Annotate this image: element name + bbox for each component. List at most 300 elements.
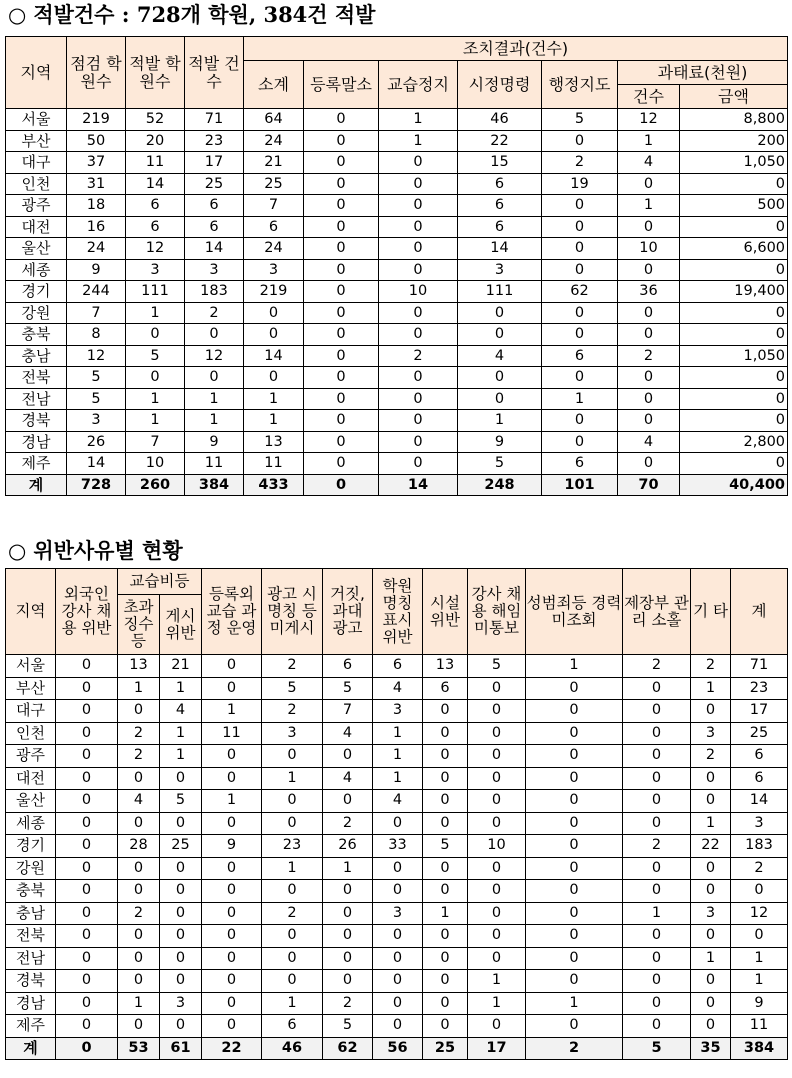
- table-cell: 22: [202, 1037, 262, 1060]
- table-cell: 0: [160, 1015, 202, 1038]
- table-cell: 23: [262, 835, 323, 858]
- table-cell: 14: [185, 238, 244, 260]
- table-cell: 9: [202, 835, 262, 858]
- table-cell: 0: [423, 925, 468, 948]
- section-heading-caught-count: [8, 2, 375, 28]
- table-cell: 248: [458, 474, 542, 496]
- table-cell: 0: [379, 216, 458, 238]
- table-cell: 1: [244, 410, 304, 432]
- row-label-cell: 경남: [6, 992, 56, 1015]
- table-cell: 0: [304, 302, 379, 324]
- table-cell: 0: [304, 324, 379, 346]
- table-cell: 4: [373, 677, 423, 700]
- table-cell: 1: [691, 947, 731, 970]
- row-label-cell: 서울: [6, 109, 67, 131]
- table-cell: 2: [118, 745, 160, 768]
- table-cell: 0: [202, 880, 262, 903]
- table-row: [6, 1015, 788, 1038]
- table-cell: 0: [304, 173, 379, 195]
- table-cell: 0: [458, 367, 542, 389]
- header-sum: 계: [731, 569, 788, 655]
- table-cell: 1: [202, 700, 262, 723]
- table-cell: 23: [731, 677, 788, 700]
- table-row: [6, 902, 788, 925]
- table-cell: 6,600: [680, 238, 788, 260]
- table-row: [6, 857, 788, 880]
- table-cell: 1: [262, 992, 323, 1015]
- table-cell: 0: [56, 902, 118, 925]
- table-cell: 4: [618, 152, 680, 174]
- table-cell: 183: [185, 281, 244, 303]
- table-cell: 46: [458, 109, 542, 131]
- table-cell: 0: [373, 1015, 423, 1038]
- table-cell: 3: [458, 259, 542, 281]
- table-cell: 11: [244, 453, 304, 475]
- table-cell: 0: [691, 767, 731, 790]
- table-cell: 0: [423, 722, 468, 745]
- table-cell: 0: [468, 1015, 526, 1038]
- table-cell: 56: [373, 1037, 423, 1060]
- table-cell: 0: [379, 152, 458, 174]
- table-cell: 6: [458, 195, 542, 217]
- table-cell: 0: [244, 302, 304, 324]
- table-cell: 6: [185, 216, 244, 238]
- table-cell: 5: [323, 677, 373, 700]
- table-row: [6, 216, 788, 238]
- table-cell: 0: [118, 1015, 160, 1038]
- table-cell: 0: [373, 992, 423, 1015]
- table-cell: 0: [623, 925, 691, 948]
- table-cell: 0: [118, 767, 160, 790]
- table-cell: 4: [323, 722, 373, 745]
- table-cell: 50: [67, 130, 126, 152]
- header-deregistration: 등록말소: [304, 61, 379, 109]
- table-cell: 0: [373, 812, 423, 835]
- table-cell: 3: [373, 902, 423, 925]
- table-cell: 0: [56, 655, 118, 678]
- table-cell: 0: [542, 324, 618, 346]
- table-cell: 0: [458, 324, 542, 346]
- table-cell: 17: [731, 700, 788, 723]
- table-cell: 0: [56, 745, 118, 768]
- table-cell: 1: [160, 745, 202, 768]
- table-cell: 0: [526, 970, 623, 993]
- table-cell: 0: [618, 173, 680, 195]
- table-cell: 0: [680, 173, 788, 195]
- table-cell: 10: [379, 281, 458, 303]
- table-cell: 0: [618, 324, 680, 346]
- table-cell: 0: [423, 992, 468, 1015]
- table-cell: 0: [691, 880, 731, 903]
- row-label-cell: 강원: [6, 857, 56, 880]
- table-cell: 0: [618, 453, 680, 475]
- table-cell: 5: [160, 790, 202, 813]
- table-cell: 0: [379, 410, 458, 432]
- table-cell: 0: [542, 410, 618, 432]
- table-cell: 1: [458, 410, 542, 432]
- header-suspension: 교습정지: [379, 61, 458, 109]
- table-cell: 2: [526, 1037, 623, 1060]
- header-fine-amount: 금액: [680, 85, 788, 109]
- table-row: [6, 388, 788, 410]
- table-cell: 0: [160, 767, 202, 790]
- table-cell: 0: [731, 925, 788, 948]
- table-cell: 0: [542, 130, 618, 152]
- table-cell: 12: [185, 345, 244, 367]
- table-cell: 0: [542, 367, 618, 389]
- table-cell: 0: [526, 790, 623, 813]
- table-cell: 22: [691, 835, 731, 858]
- table-cell: 8: [67, 324, 126, 346]
- table-cell: 11: [126, 152, 185, 174]
- table-row: [6, 655, 788, 678]
- table-cell: 1: [373, 745, 423, 768]
- header-correction: 시정명령: [458, 61, 542, 109]
- table-row: [6, 367, 788, 389]
- row-label-cell: 대전: [6, 216, 67, 238]
- table-cell: 6: [185, 195, 244, 217]
- table-cell: 1: [160, 677, 202, 700]
- table-cell: 0: [526, 925, 623, 948]
- table-cell: 0: [623, 700, 691, 723]
- table-cell: 5: [542, 109, 618, 131]
- table-row: [6, 453, 788, 475]
- table-cell: 11: [202, 722, 262, 745]
- table-cell: 6: [423, 677, 468, 700]
- table-cell: 0: [262, 790, 323, 813]
- table-cell: 6: [458, 216, 542, 238]
- table-row: [6, 410, 788, 432]
- table-cell: 500: [680, 195, 788, 217]
- table-cell: 2: [118, 722, 160, 745]
- table-cell: 0: [202, 947, 262, 970]
- header-foreign-instructor: 외국인 강사 채용 위반: [56, 569, 118, 655]
- table-cell: 1: [126, 302, 185, 324]
- table-cell: 23: [185, 130, 244, 152]
- table-cell: 17: [468, 1037, 526, 1060]
- row-label-cell: 대구: [6, 700, 56, 723]
- table-cell: 10: [468, 835, 526, 858]
- table-cell: 1: [731, 970, 788, 993]
- table-cell: 0: [262, 812, 323, 835]
- table-cell: 0: [160, 925, 202, 948]
- table-cell: 8,800: [680, 109, 788, 131]
- table-cell: 0: [423, 790, 468, 813]
- table-cell: 62: [323, 1037, 373, 1060]
- table-cell: 13: [244, 431, 304, 453]
- table-cell: 0: [185, 367, 244, 389]
- table-cell: 0: [56, 812, 118, 835]
- table-cell: 2: [118, 902, 160, 925]
- table-cell: 200: [680, 130, 788, 152]
- table-cell: 2: [323, 812, 373, 835]
- header-other: 기 타: [691, 569, 731, 655]
- table-cell: 1: [618, 130, 680, 152]
- table-cell: 0: [623, 790, 691, 813]
- table-cell: 1: [185, 410, 244, 432]
- table-cell: 0: [379, 367, 458, 389]
- table-cell: 219: [67, 109, 126, 131]
- row-label-cell: 부산: [6, 677, 56, 700]
- table-cell: 0: [618, 259, 680, 281]
- table-cell: 6: [244, 216, 304, 238]
- table-cell: 0: [160, 970, 202, 993]
- table-cell: 0: [618, 216, 680, 238]
- row-label-cell: 충남: [6, 902, 56, 925]
- table-cell: 35: [691, 1037, 731, 1060]
- table-cell: 2: [691, 655, 731, 678]
- table-cell: 7: [67, 302, 126, 324]
- table-cell: 7: [244, 195, 304, 217]
- table-cell: 0: [623, 767, 691, 790]
- table-cell: 12: [731, 902, 788, 925]
- table-cell: 0: [731, 880, 788, 903]
- row-label-cell: 광주: [6, 195, 67, 217]
- table-cell: 0: [118, 700, 160, 723]
- heading-text: 적발건수 : 728개 학원, 384건 적발: [33, 2, 376, 27]
- table-cell: 6: [458, 173, 542, 195]
- table-cell: 2: [262, 902, 323, 925]
- table-row: [6, 195, 788, 217]
- row-label-cell: 울산: [6, 790, 56, 813]
- table-cell: 0: [323, 925, 373, 948]
- table-cell: 0: [542, 238, 618, 260]
- table-cell: 0: [56, 1037, 118, 1060]
- table-cell: 4: [458, 345, 542, 367]
- table-cell: 0: [304, 238, 379, 260]
- table-row: [6, 947, 788, 970]
- table-cell: 14: [731, 790, 788, 813]
- table-cell: 0: [379, 302, 458, 324]
- table-cell: 2: [262, 700, 323, 723]
- table-cell: 24: [244, 130, 304, 152]
- table-cell: 0: [379, 453, 458, 475]
- table-cell: 20: [126, 130, 185, 152]
- table-cell: 6: [126, 195, 185, 217]
- table-cell: 71: [185, 109, 244, 131]
- table-cell: 0: [680, 388, 788, 410]
- table-cell: 9: [67, 259, 126, 281]
- table-cell: 111: [458, 281, 542, 303]
- table-cell: 0: [468, 857, 526, 880]
- table-cell: 0: [262, 947, 323, 970]
- table-cell: 0: [618, 410, 680, 432]
- table-cell: 0: [618, 302, 680, 324]
- table-cell: 219: [244, 281, 304, 303]
- header-instructor-report: 강사 채용 해임 미통보: [468, 569, 526, 655]
- table-cell: 0: [202, 1015, 262, 1038]
- table-cell: 0: [202, 902, 262, 925]
- row-label-cell: 제주: [6, 1015, 56, 1038]
- table-cell: 0: [623, 880, 691, 903]
- table-cell: 1: [244, 388, 304, 410]
- table-cell: 10: [618, 238, 680, 260]
- table-cell: 5: [262, 677, 323, 700]
- table-cell: 0: [542, 431, 618, 453]
- table-cell: 0: [618, 388, 680, 410]
- table-cell: 1: [126, 410, 185, 432]
- table-cell: 0: [423, 970, 468, 993]
- table-row: [6, 238, 788, 260]
- table-cell: 46: [262, 1037, 323, 1060]
- table-cell: 4: [323, 767, 373, 790]
- table-cell: 1: [379, 130, 458, 152]
- table-row: [6, 700, 788, 723]
- table-cell: 0: [202, 745, 262, 768]
- table-cell: 4: [618, 431, 680, 453]
- table-cell: 0: [526, 677, 623, 700]
- table-cell: 1: [118, 992, 160, 1015]
- table-cell: 0: [379, 259, 458, 281]
- row-label-cell: 울산: [6, 238, 67, 260]
- header-ad-name: 광고 시 명칭 등 미게시: [262, 569, 323, 655]
- row-label-cell: 경남: [6, 431, 67, 453]
- table-cell: 2: [185, 302, 244, 324]
- table-cell: 0: [468, 700, 526, 723]
- table-cell: 1: [373, 722, 423, 745]
- header-region: 지역: [6, 37, 67, 109]
- heading-text: 위반사유별 현황: [33, 538, 183, 563]
- table-cell: 0: [202, 677, 262, 700]
- table-cell: 0: [423, 1015, 468, 1038]
- table-cell: 6: [542, 453, 618, 475]
- table-cell: 14: [126, 173, 185, 195]
- table-cell: 36: [618, 281, 680, 303]
- table-cell: 0: [56, 992, 118, 1015]
- table-cell: 0: [468, 880, 526, 903]
- table-cell: 384: [185, 474, 244, 496]
- table-cell: 260: [126, 474, 185, 496]
- row-label-cell: 대전: [6, 767, 56, 790]
- table-cell: 0: [526, 1015, 623, 1038]
- table-cell: 0: [202, 655, 262, 678]
- table-cell: 64: [244, 109, 304, 131]
- table-cell: 1: [623, 902, 691, 925]
- row-label-cell: 충북: [6, 880, 56, 903]
- table-cell: 5: [67, 367, 126, 389]
- table-cell: 25: [244, 173, 304, 195]
- table-cell: 0: [379, 195, 458, 217]
- table-cell: 0: [304, 453, 379, 475]
- table-cell: 3: [731, 812, 788, 835]
- table-cell: 101: [542, 474, 618, 496]
- table-cell: 0: [623, 947, 691, 970]
- table-cell: 0: [262, 745, 323, 768]
- table-cell: 2: [618, 345, 680, 367]
- table-cell: 0: [468, 677, 526, 700]
- table-cell: 9: [731, 992, 788, 1015]
- table-row: [6, 790, 788, 813]
- table-cell: 1: [691, 812, 731, 835]
- table-cell: 0: [262, 880, 323, 903]
- table-cell: 18: [67, 195, 126, 217]
- table-cell: 0: [623, 1015, 691, 1038]
- table-cell: 0: [691, 1015, 731, 1038]
- table-cell: 0: [623, 857, 691, 880]
- table-cell: 0: [526, 880, 623, 903]
- table-cell: 0: [56, 790, 118, 813]
- table-cell: 62: [542, 281, 618, 303]
- table-cell: 3: [262, 722, 323, 745]
- table-cell: 0: [691, 790, 731, 813]
- table-row: [6, 173, 788, 195]
- table-cell: 0: [526, 902, 623, 925]
- table-cell: 0: [244, 324, 304, 346]
- table-cell: 3: [691, 902, 731, 925]
- table-cell: 0: [304, 345, 379, 367]
- table-cell: 1: [379, 109, 458, 131]
- table-cell: 2,800: [680, 431, 788, 453]
- table-cell: 0: [618, 367, 680, 389]
- table-cell: 0: [56, 970, 118, 993]
- bullet-circle-icon: ○: [8, 539, 27, 563]
- table-cell: 0: [56, 880, 118, 903]
- table-cell: 111: [126, 281, 185, 303]
- table-cell: 0: [56, 700, 118, 723]
- table-cell: 0: [373, 857, 423, 880]
- row-label-cell: 경기: [6, 835, 56, 858]
- table-cell: 0: [623, 745, 691, 768]
- table-cell: 33: [373, 835, 423, 858]
- table-cell: 183: [731, 835, 788, 858]
- table-row: [6, 152, 788, 174]
- table-row: [6, 767, 788, 790]
- table-cell: 3: [126, 259, 185, 281]
- header-fee-group: 교습비등: [118, 569, 202, 595]
- table-cell: 0: [202, 970, 262, 993]
- table-cell: 0: [379, 431, 458, 453]
- table-cell: 12: [618, 109, 680, 131]
- table-cell: 0: [323, 970, 373, 993]
- row-label-cell: 경북: [6, 410, 67, 432]
- table-row: [6, 925, 788, 948]
- table-cell: 0: [185, 324, 244, 346]
- table-row: [6, 259, 788, 281]
- table-cell: 1: [262, 767, 323, 790]
- table-cell: 11: [185, 453, 244, 475]
- row-label-cell: 계: [6, 474, 67, 496]
- table-cell: 24: [67, 238, 126, 260]
- table-cell: 0: [379, 173, 458, 195]
- table-cell: 3: [691, 722, 731, 745]
- table-cell: 0: [373, 925, 423, 948]
- table-cell: 40,400: [680, 474, 788, 496]
- table-cell: 52: [126, 109, 185, 131]
- table-cell: 1: [468, 992, 526, 1015]
- row-label-cell: 전남: [6, 947, 56, 970]
- table-cell: 1: [118, 677, 160, 700]
- header-caught-cases: 적발 건수: [185, 37, 244, 109]
- header-posting: 게시 위반: [160, 595, 202, 655]
- table-cell: 6: [323, 655, 373, 678]
- table-cell: 1: [423, 902, 468, 925]
- table-cell: 0: [56, 677, 118, 700]
- table-cell: 2: [623, 655, 691, 678]
- table-cell: 0: [304, 431, 379, 453]
- table-row: [6, 345, 788, 367]
- table-cell: 14: [379, 474, 458, 496]
- table-cell: 70: [618, 474, 680, 496]
- table-cell: 0: [244, 367, 304, 389]
- table-cell: 0: [373, 947, 423, 970]
- table-cell: 0: [458, 388, 542, 410]
- row-label-cell: 경기: [6, 281, 67, 303]
- table-cell: 0: [304, 109, 379, 131]
- table-cell: 5: [126, 345, 185, 367]
- table-cell: 22: [458, 130, 542, 152]
- table-cell: 31: [67, 173, 126, 195]
- table-cell: 0: [691, 992, 731, 1015]
